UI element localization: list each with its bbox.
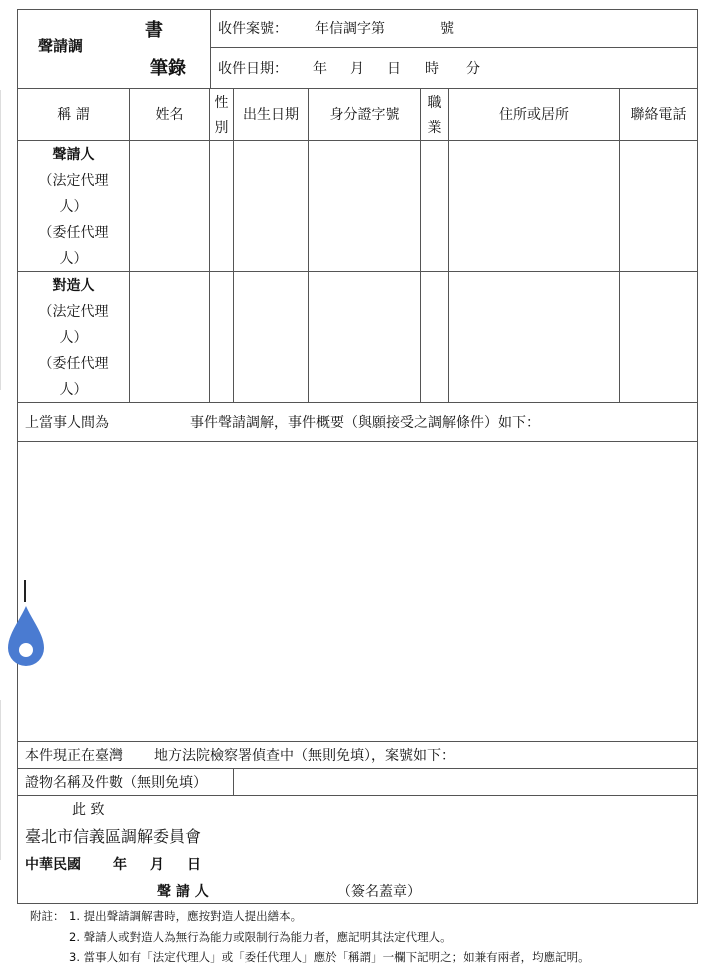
notes-prefix: 附註：	[30, 909, 65, 923]
col-gender-2: 別	[214, 120, 229, 136]
party-applicant-line: （法定代理	[38, 173, 109, 189]
date-month: 月	[150, 857, 164, 873]
receipt-date-minute: 分	[466, 61, 480, 77]
form-title-suffix: 筆錄	[150, 58, 186, 79]
col-phone: 聯絡電話	[630, 107, 687, 123]
court-text-b: 地方法院檢察署偵查中（無則免填），案號如下：	[154, 748, 455, 764]
summary-prefix: 上當事人間為	[25, 415, 109, 431]
date-day: 日	[187, 857, 201, 873]
date-era: 中華民國	[25, 857, 81, 873]
text-cursor	[24, 580, 26, 602]
committee-name: 臺北市信義區調解委員會	[25, 827, 202, 846]
evidence-label: 證物名稱及件數（無則免填）	[25, 775, 207, 791]
receipt-date-hour: 時	[425, 61, 439, 77]
col-gender-1: 性	[214, 95, 229, 111]
court-text-a: 本件現正在臺灣	[25, 748, 123, 764]
receipt-no-label: 收件案號：	[218, 21, 288, 37]
receipt-date-day: 日	[387, 61, 401, 77]
form-title: 聲請調	[38, 37, 84, 55]
party-respondent	[18, 273, 129, 403]
receipt-date-year: 年	[313, 61, 327, 77]
signature-hint: （簽名蓋章）	[337, 884, 421, 900]
col-address: 住所或居所	[499, 107, 569, 123]
receipt-date-month: 月	[350, 61, 364, 77]
evidence-field[interactable]	[234, 769, 697, 795]
receipt-no-suffix: 號	[440, 21, 454, 37]
date-year: 年	[113, 857, 127, 873]
party-applicant-line: 人）	[59, 251, 88, 267]
col-id: 身分證字號	[329, 107, 400, 123]
receipt-date-label: 收件日期：	[218, 61, 288, 77]
col-job-2: 業	[427, 120, 442, 136]
party-respondent-title: 對造人	[52, 278, 95, 294]
col-birth: 出生日期	[243, 107, 299, 123]
note-item: 3. 當事人如有「法定代理人」或「委任代理人」應於「稱謂」一欄下記明之；如兼有兩者，均應記明。	[69, 950, 590, 964]
party-respondent-line: （委任代理	[38, 356, 109, 372]
closing-to: 此 致	[72, 802, 105, 818]
cursor-handle-icon[interactable]	[6, 604, 46, 670]
form-title-char: 書	[145, 20, 163, 41]
party-applicant-line: （委任代理	[38, 225, 109, 241]
party-applicant	[18, 142, 129, 272]
note-item: 1. 提出聲請調解書時，應按對造人提出繕本。	[69, 909, 303, 923]
party-respondent-line: 人）	[59, 330, 88, 346]
party-respondent-line: 人）	[59, 382, 88, 398]
col-title: 稱 謂	[57, 107, 90, 123]
applicant-sign-label: 聲 請 人	[157, 884, 209, 900]
col-job-1: 職	[427, 95, 442, 111]
page-edge	[0, 700, 1, 860]
party-applicant-title: 聲請人	[52, 147, 95, 163]
col-name: 姓名	[155, 107, 184, 123]
summary-suffix: 事件聲請調解，事件概要（與願接受之調解條件）如下：	[190, 415, 540, 431]
party-respondent-line: （法定代理	[38, 304, 109, 320]
receipt-no-value: 年信調字第	[315, 21, 385, 37]
page-edge	[0, 90, 1, 390]
summary-body[interactable]	[18, 442, 697, 741]
note-item: 2. 聲請人或對造人為無行為能力或限制行為能力者，應記明其法定代理人。	[69, 930, 452, 944]
party-applicant-line: 人）	[59, 199, 88, 215]
